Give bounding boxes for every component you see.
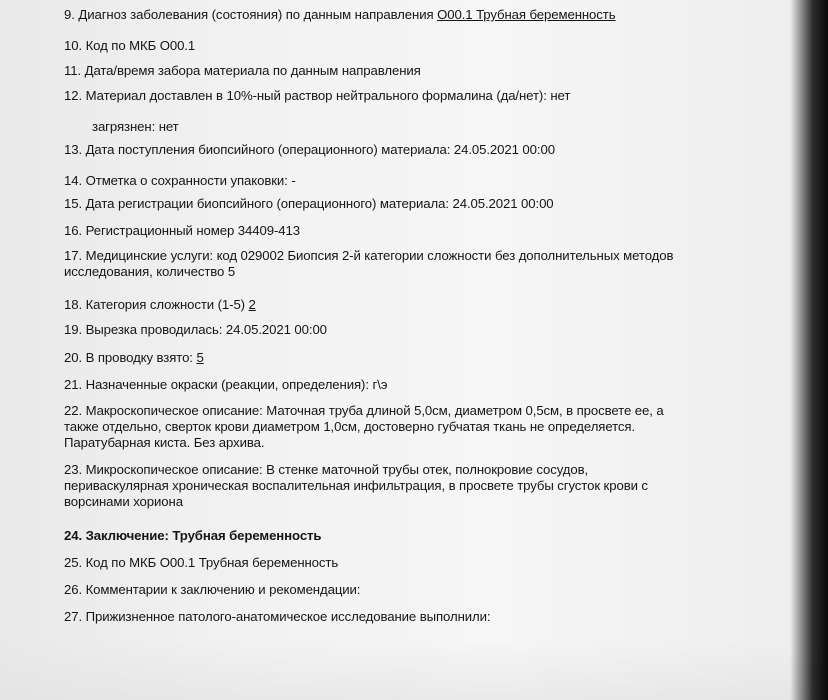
item-11: 11. Дата/время забора материала по данным направления xyxy=(64,63,421,78)
item-23 xyxy=(64,462,648,510)
item-16: 16. Регистрационный номер 34409-413 xyxy=(64,223,300,238)
item-18-label: 18. Категория сложности (1-5) xyxy=(64,297,249,312)
item-14 xyxy=(64,173,296,188)
page-shadow xyxy=(0,640,828,700)
item-20-label: 20. В проводку взято: xyxy=(64,350,197,365)
item-9-label: 9. Диагноз заболевания (состояния) по данным направления xyxy=(64,7,438,22)
item-20 xyxy=(64,350,204,365)
item-21: 21. Назначенные окраски (реакции, определения): г\э xyxy=(64,377,388,392)
item-25: 25. Код по МКБ О00.1 Трубная беременность xyxy=(64,555,339,570)
item-18 xyxy=(64,297,256,312)
item-19: 19. Вырезка проводилась: 24.05.2021 00:00 xyxy=(64,322,327,337)
item-24-conclusion: 24. Заключение: Трубная беременность xyxy=(64,528,322,543)
item-9-diagnosis: О00.1 Трубная беременность xyxy=(437,7,616,22)
item-23-line-2: периваскулярная хроническая воспалительная инфильтрация, в просвете трубы сгусток крови с xyxy=(64,478,648,493)
item-27: 27. Прижизненное патолого-анатомическое исследование выполнили: xyxy=(64,609,491,624)
item-22 xyxy=(64,403,664,451)
item-12: 12. Материал доставлен в 10%-ный раствор нейтрального формалина (да/нет): нет xyxy=(64,88,571,103)
item-22-line-3: Паратубарная киста. Без архива. xyxy=(64,435,265,450)
item-26: 26. Комментарии к заключению и рекомендации: xyxy=(64,582,361,597)
item-15: 15. Дата регистрации биопсийного (операционного) материала: 24.05.2021 00:00 xyxy=(64,196,554,211)
item-22-line-2: также отдельно, сверток крови диаметром 1,0см, достоверно губчатая ткань не определяется. xyxy=(64,419,636,434)
item-10: 10. Код по МКБ О00.1 xyxy=(64,38,196,53)
item-17-line-2: исследования, количество 5 xyxy=(64,264,236,279)
item-14-label: 14. Отметка о сохранности упаковки: xyxy=(64,173,292,188)
item-20-value: 5 xyxy=(196,350,204,365)
item-9 xyxy=(64,7,616,22)
item-17 xyxy=(64,248,673,280)
item-22-line-1: 22. Макроскопическое описание: Маточная труба длиной 5,0см, диаметром 0,5см, в просвете ее, а xyxy=(64,403,664,418)
item-17-line-1: 17. Медицинские услуги: код 029002 Биопсия 2-й категории сложности без дополнительных методов xyxy=(64,248,674,263)
item-12-contaminated: загрязнен: нет xyxy=(92,119,179,134)
item-14-value: - xyxy=(291,173,296,188)
item-13: 13. Дата поступления биопсийного (операционного) материала: 24.05.2021 00:00 xyxy=(64,142,555,157)
item-18-value: 2 xyxy=(248,297,256,312)
item-23-line-3: ворсинами хориона xyxy=(64,494,183,509)
item-23-line-1: 23. Микроскопическое описание: В стенке маточной трубы отек, полнокровие сосудов, xyxy=(64,462,589,477)
